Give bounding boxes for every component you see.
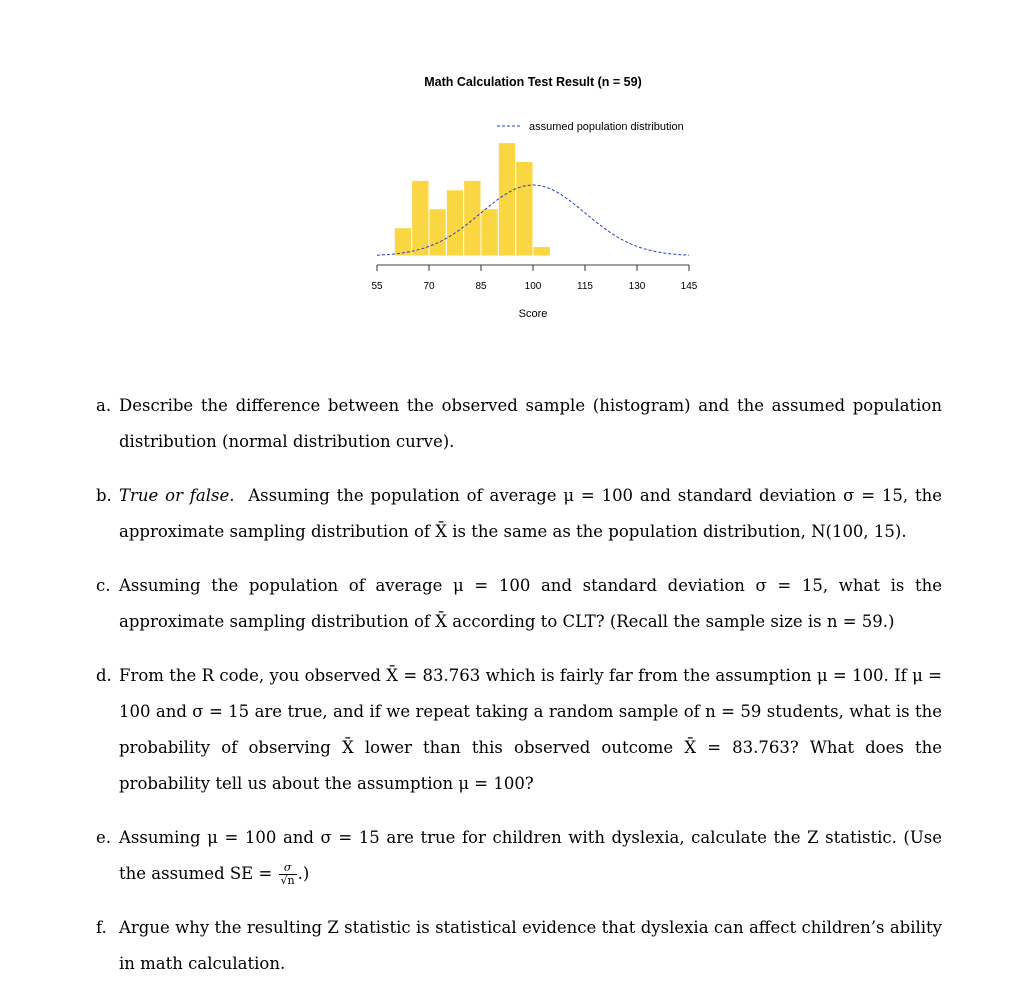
- x-tick-label-3: 100: [524, 281, 542, 292]
- histogram-bar-6: [498, 143, 515, 256]
- histogram-bar-5: [481, 209, 498, 256]
- histogram-bar-3: [446, 190, 463, 256]
- question-a: [96, 388, 942, 460]
- question-d: [96, 658, 942, 802]
- question-label: a.: [96, 396, 112, 415]
- histogram-bar-8: [533, 247, 550, 256]
- x-tick-label-1: 70: [423, 281, 435, 292]
- question-text: Describe the difference between the observed sample (histogram) and the assumed population distribution (normal distribution curve).: [119, 396, 942, 451]
- question-label: b.: [96, 486, 112, 505]
- x-axis: [371, 265, 697, 292]
- question-text: From the R code, you observed X̄ = 83.763 which is fairly far from the assumption μ = 100. If μ = 100 and σ = 15 are true, and if we repeat taking a random sample of n = 59 students, what is the probability of observing X̄ lower than this observed outcome X̄ = 83.763? What does the probability tell us about the assumption μ = 100?: [119, 666, 942, 793]
- question-text: [119, 478, 942, 550]
- true-or-false-label: True or false.: [119, 486, 235, 505]
- x-tick-label-4: 115: [577, 281, 593, 292]
- histogram-bars: [394, 143, 550, 256]
- question-e-end: .): [297, 864, 310, 883]
- histogram-bar-1: [412, 180, 429, 256]
- x-tick-label-2: 85: [475, 281, 487, 292]
- histogram-bar-2: [429, 209, 446, 256]
- x-axis-label: Score: [518, 308, 548, 320]
- question-b: [96, 478, 942, 550]
- chart-title: Math Calculation Test Result (n = 59): [424, 75, 642, 89]
- legend-label: assumed population distribution: [529, 121, 684, 133]
- question-text: Argue why the resulting Z statistic is statistical evidence that dyslexia can affect children’s ability in math calculation.: [119, 918, 942, 973]
- question-label: f.: [96, 918, 107, 937]
- chart-legend: [497, 121, 684, 133]
- fraction-numerator: σ: [279, 862, 297, 875]
- question-label: e.: [96, 828, 112, 847]
- x-tick-label-6: 145: [680, 281, 698, 292]
- histogram-chart: [0, 0, 1024, 340]
- question-f: [96, 910, 942, 982]
- histogram-bar-4: [464, 180, 481, 256]
- question-text: [119, 820, 942, 892]
- question-c: [96, 568, 942, 640]
- question-list: [96, 388, 942, 1000]
- question-label: d.: [96, 666, 112, 685]
- x-tick-label-0: 55: [371, 281, 383, 292]
- se-fraction: [279, 862, 297, 887]
- question-label: c.: [96, 576, 111, 595]
- fraction-denominator: √n: [280, 874, 295, 887]
- x-tick-label-5: 130: [628, 281, 646, 292]
- question-e-text: Assuming μ = 100 and σ = 15 are true for children with dyslexia, calculate the Z statistic. (Use the assumed SE =: [119, 828, 942, 883]
- question-text: Assuming the population of average μ = 100 and standard deviation σ = 15, what is the approximate sampling distribution of X̄ according to CLT? (Recall the sample size is n = 59.): [119, 576, 942, 631]
- question-b-statement: Assuming the population of average μ = 100 and standard deviation σ = 15, the approximate sampling distribution of X̄ is the same as the population distribution, N(100, 15).: [119, 486, 942, 541]
- question-e: [96, 820, 942, 892]
- histogram-bar-7: [516, 162, 533, 257]
